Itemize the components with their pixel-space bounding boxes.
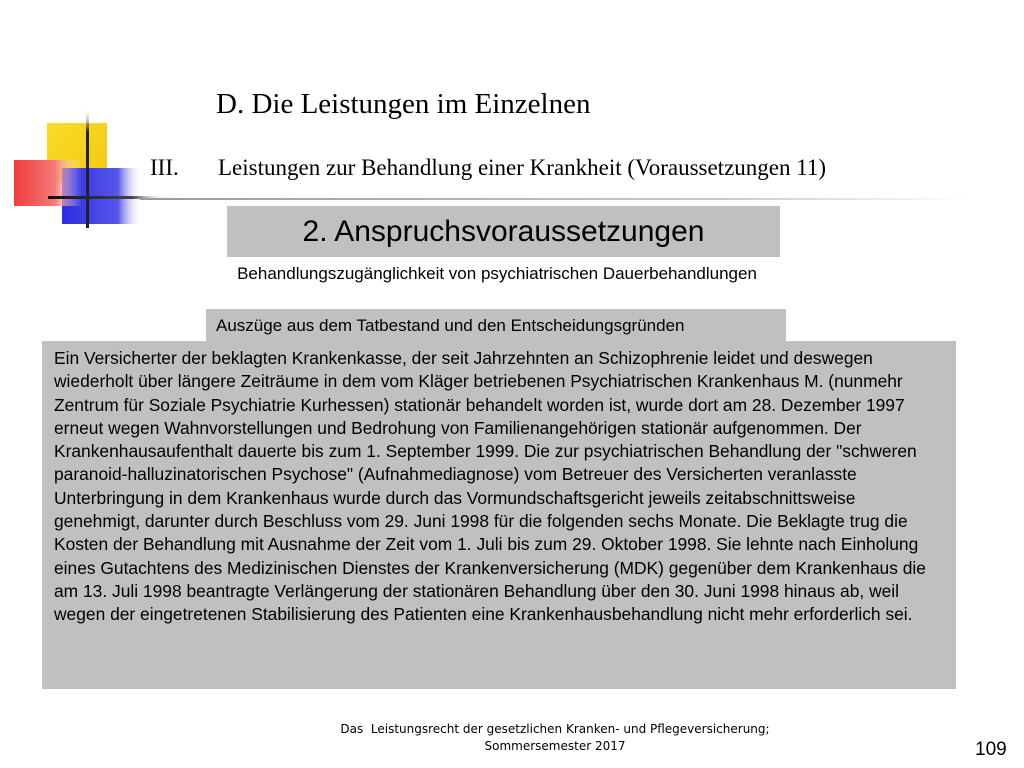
topic-line bbox=[0, 263, 1024, 285]
section-heading-box bbox=[227, 206, 780, 257]
case-text: Ein Versicherter der beklagten Krankenkasse, der seit Jahrzehnten an Schizophrenie leidet und deswegen wiederholt über längere Zeiträume in dem vom Kläger betriebenen Psychiatrischen Krankenhaus M. (nunmehr Zentrum für Soziale Psychiatrie Kurhessen) stationär behandelt worden ist, wurde dort am 28. Dezember 1997 erneut wegen Wahnvorstellungen und Bedrohung von Familienangehörigen stationär aufgenommen. Der Krankenhausaufenthalt dauerte bis zum 1. September 1999. Die zur psychiatrischen Behandlung der "schweren paranoid-halluzinatorischen Psychose" (Aufnahmediagnose) vom Betreuer des Versicherten veranlasste Unterbringung in dem Krankenhaus wurde durch das Vormundschaftsgericht jeweils zeitabschnittsweise genehmigt, darunter durch Beschluss vom 29. Juni 1998 für die folgenden sechs Monate. Die Beklagte trug die Kosten der Behandlung mit Ausnahme der Zeit vom 1. Juli bis zum 29. Oktober 1998. Sie lehnte nach Einholung eines Gutachtens des Medizinischen Dienstes der Krankenversicherung (MDK) gegenüber dem Krankenhaus die am 13. Juli 1998 beantragte Verlängerung der stationären Behandlung über den 30. Juni 1998 hinaus ab, weil wegen der eingetretenen Stabilisierung des Patienten eine Krankenhausbehandlung nicht mehr erforderlich sei. bbox=[54, 348, 926, 625]
subtitle-number: III. bbox=[150, 155, 179, 180]
subtitle-text: Leistungen zur Behandlung einer Krankheit (Voraussetzungen 11) bbox=[218, 155, 827, 180]
excerpt-label: Auszüge aus dem Tatbestand und den Entscheidungsgründen bbox=[216, 316, 685, 335]
page-number: 109 bbox=[975, 739, 1007, 760]
excerpt-label-box bbox=[206, 309, 786, 343]
slide-subtitle bbox=[150, 153, 826, 183]
slide-title: D. Die Leistungen im Einzelnen bbox=[216, 88, 591, 120]
case-text-box bbox=[42, 341, 956, 689]
logo-vertical-line bbox=[86, 108, 89, 228]
footer bbox=[230, 721, 880, 755]
topic-text: Behandlungszugänglichkeit von psychiatrischen Dauerbehandlungen bbox=[237, 264, 757, 283]
decorative-logo bbox=[0, 0, 200, 240]
footer-line-2: Sommersemester 2017 bbox=[484, 739, 626, 753]
title-divider bbox=[140, 198, 970, 200]
footer-line-1: Das Leistungsrecht der gesetzlichen Kranken- und Pflegeversicherung; bbox=[340, 722, 770, 736]
section-heading: 2. Anspruchsvoraussetzungen bbox=[302, 214, 705, 248]
red-square bbox=[14, 160, 82, 206]
